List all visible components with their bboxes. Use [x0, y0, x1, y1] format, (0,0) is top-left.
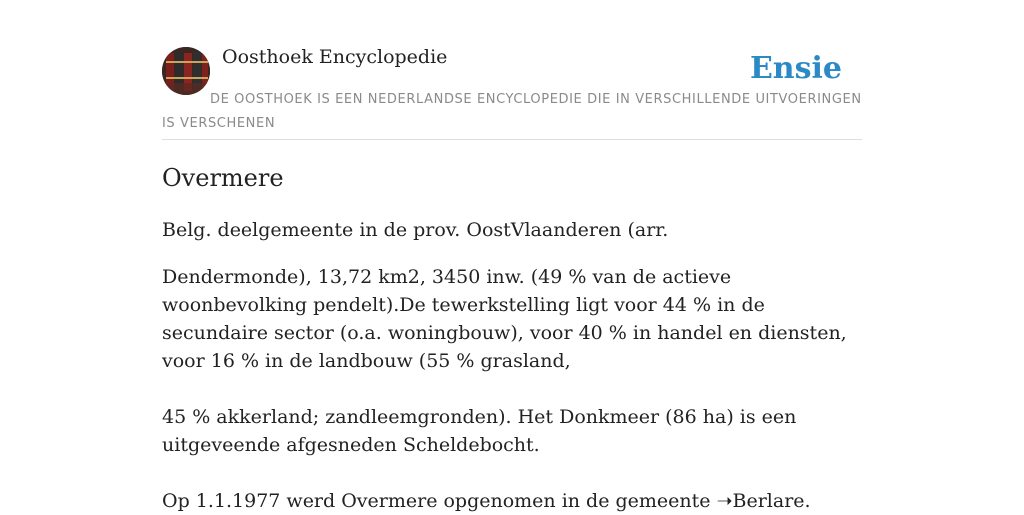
paragraph-spacer — [162, 375, 862, 403]
article-paragraph-4 — [162, 487, 862, 515]
page-container — [162, 0, 862, 512]
article-title: Overmere — [162, 164, 284, 192]
article-paragraph-2: Dendermonde), 13,72 km2, 3450 inw. (49 % van de actieve woonbevolking pendelt).De tewerkstelling ligt voor 44 % in de secundaire sector (o.a. woningbouw), voor 40 % in handel en diensten, voor 16 % in de landbouw (55 % grasland, — [162, 266, 847, 372]
last-line-text: Op 1.1.1977 werd Overmere opgenomen in de gemeente — [162, 490, 717, 512]
arrow-right-icon: ➝ — [716, 490, 733, 512]
site-header — [162, 0, 862, 140]
last-line-period: . — [804, 490, 811, 512]
article-paragraph-3: 45 % akkerland; zandleemgronden). Het Donkmeer (86 ha) is een uitgeveende afgesneden Scheldebocht. — [162, 406, 797, 456]
paragraph-spacer — [162, 459, 862, 487]
site-title-link[interactable]: Oosthoek Encyclopedie — [222, 46, 448, 68]
article-paragraph-1: Belg. deelgemeente in de prov. OostVlaanderen (arr. — [162, 219, 669, 241]
article — [162, 160, 862, 515]
berlare-link-label: Berlare — [732, 490, 805, 512]
site-tagline: DE OOSTHOEK IS EEN NEDERLANDSE ENCYCLOPEDIE DIE IN VERSCHILLENDE UITVOERINGEN IS VERSCHENEN — [162, 92, 862, 131]
ensie-brand-logo[interactable]: Ensie — [749, 51, 842, 86]
berlare-link[interactable] — [717, 490, 805, 512]
